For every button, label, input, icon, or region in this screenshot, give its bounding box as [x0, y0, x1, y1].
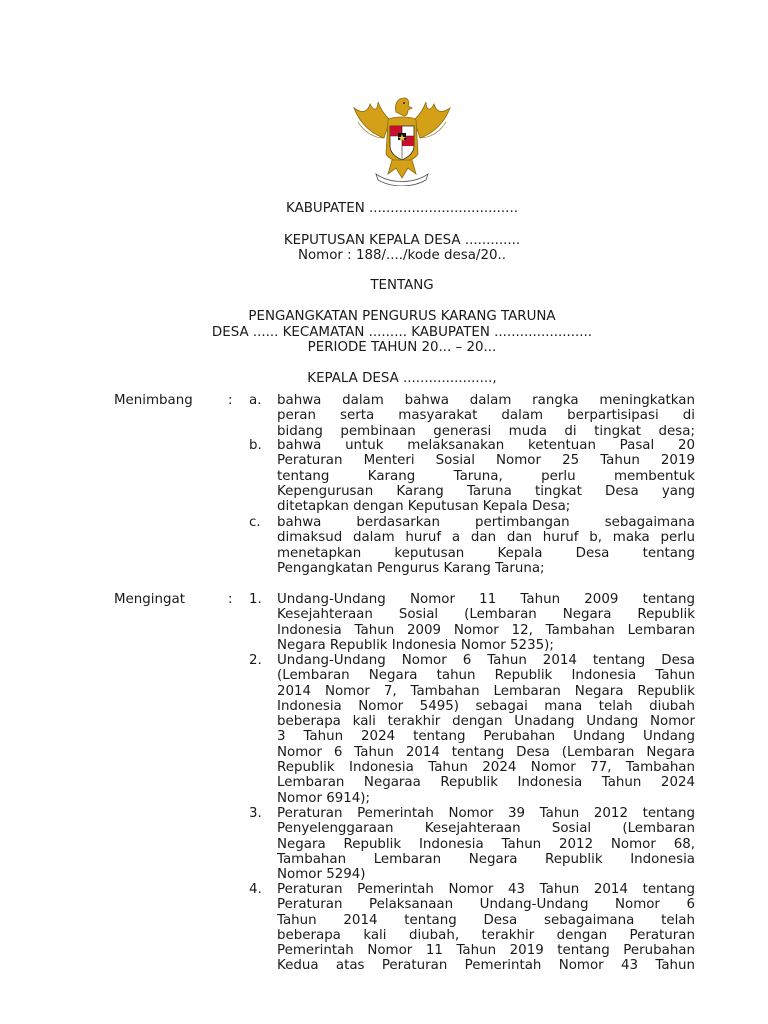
nomor-line: Nomor : 188/..../kode desa/20..: [297, 248, 507, 263]
text-line: tentang Karang Taruna, perlu membentuk: [277, 468, 695, 484]
text-line: Negara Republik Indonesia Nomor 5235);: [277, 637, 554, 653]
mengingat-colon: :: [228, 592, 233, 607]
title-line-1: PENGANGKATAN PENGURUS KARANG TARUNA: [248, 309, 556, 324]
mengingat-item-2: [277, 653, 695, 806]
text-line: Kepengurusan Karang Taruna tingkat Desa yang: [277, 483, 695, 499]
menimbang-marker-c: c.: [249, 515, 261, 530]
text-line: Lembaran Negaraa Republik Indonesia Tahun 2024: [277, 775, 695, 791]
title-line-3: PERIODE TAHUN 20... – 20...: [307, 340, 497, 355]
kabupaten-line: KABUPATEN ...................................: [286, 201, 518, 216]
text-line: Undang-Undang Nomor 11 Tahun 2009 tentang: [277, 592, 695, 607]
text-line: Nomor 6914);: [277, 790, 371, 806]
text-line: Peraturan Menteri Sosial Nomor 25 Tahun 2019: [277, 453, 695, 469]
mengingat-marker-4: 4.: [249, 882, 262, 897]
text-line: Pengangkatan Pengurus Karang Taruna;: [277, 560, 545, 576]
text-line: (Lembaran Negara tahun Republik Indonesia Tahun: [277, 668, 695, 684]
text-line: bahwa dalam bahwa dalam rangka meningkatkan: [277, 393, 695, 408]
text-line: Kedua atas Peraturan Pemerintah Nomor 43 Tahun: [277, 958, 695, 974]
text-line: Pemerintah Nomor 11 Tahun 2019 tentang Perubahan: [277, 943, 695, 959]
text-line: 3 Tahun 2024 tentang Perubahan Undang Undang: [277, 729, 695, 745]
menimbang-colon: :: [228, 393, 233, 408]
mengingat-item-1: [277, 592, 695, 653]
mengingat-item-3: [277, 806, 695, 882]
menimbang-item-a: [277, 393, 695, 439]
garuda-emblem-icon: [350, 94, 454, 186]
text-line: Undang-Undang Nomor 6 Tahun 2014 tentang Desa: [277, 653, 695, 668]
text-line: menetapkan keputusan Kepala Desa tentang: [277, 545, 695, 561]
text-line: Peraturan Pemerintah Nomor 43 Tahun 2014 tentang: [277, 882, 695, 897]
text-line: Indonesia Tahun 2009 Nomor 12, Tambahan Lembaran: [277, 622, 695, 638]
text-line: Republik Indonesia Tahun 2024 Nomor 77, Tambahan: [277, 760, 695, 776]
mengingat-item-4: [277, 882, 695, 974]
text-line: beberapa kali terakhir dengan Unadang Undang Nomor: [277, 714, 695, 730]
text-line: 2014 Nomor 7, Tambahan Lembaran Negara Republik: [277, 683, 695, 699]
text-line: Penyelenggaraan Kesejahteraan Sosial (Lembaran: [277, 821, 695, 837]
keputusan-line: KEPUTUSAN KEPALA DESA .............: [283, 233, 521, 248]
tentang-heading: TENTANG: [370, 278, 434, 293]
text-line: Peraturan Pelaksanaan Undang-Undang Nomor 6: [277, 897, 695, 913]
text-line: bahwa untuk melaksanakan ketentuan Pasal 20: [277, 438, 695, 453]
text-line: Nomor 5294): [277, 867, 366, 883]
mengingat-marker-3: 3.: [249, 806, 262, 821]
text-line: Peraturan Pemerintah Nomor 39 Tahun 2012 tentang: [277, 806, 695, 821]
text-line: bidang pembinaan generasi muda di tingkat desa;: [277, 423, 695, 439]
kepala-desa-line: KEPALA DESA .....................,: [307, 371, 497, 386]
mengingat-marker-1: 1.: [249, 592, 262, 607]
mengingat-label: Mengingat: [114, 592, 185, 607]
mengingat-marker-2: 2.: [249, 653, 262, 668]
menimbang-marker-a: a.: [249, 393, 262, 408]
text-line: beberapa kali diubah, terakhir dengan Peraturan: [277, 927, 695, 943]
menimbang-item-b: [277, 438, 695, 514]
title-line-2: DESA ...... KECAMATAN ......... KABUPATEN .......................: [211, 325, 593, 340]
menimbang-label: Menimbang: [114, 393, 193, 408]
text-line: Nomor 6 Tahun 2014 tentang Desa (Lembaran Negara: [277, 744, 695, 760]
text-line: Negara Republik Indonesia Tahun 2012 Nomor 68,: [277, 836, 695, 852]
text-line: dimaksud dalam huruf a dan dan huruf b, maka perlu: [277, 530, 695, 546]
text-line: peran serta masyarakat dalam berpartisipasi di: [277, 408, 695, 424]
text-line: Tambahan Lembaran Negara Republik Indonesia: [277, 851, 695, 867]
text-line: ditetapkan dengan Keputusan Kepala Desa;: [277, 499, 571, 515]
text-line: bahwa berdasarkan pertimbangan sebagaimana: [277, 515, 695, 530]
text-line: Kesejahteraan Sosial (Lembaran Negara Republik: [277, 607, 695, 623]
menimbang-marker-b: b.: [249, 438, 262, 453]
text-line: Tahun 2014 tentang Desa sebagaimana telah: [277, 912, 695, 928]
text-line: Indonesia Nomor 5495) sebagai mana telah diubah: [277, 698, 695, 714]
menimbang-item-c: [277, 515, 695, 576]
